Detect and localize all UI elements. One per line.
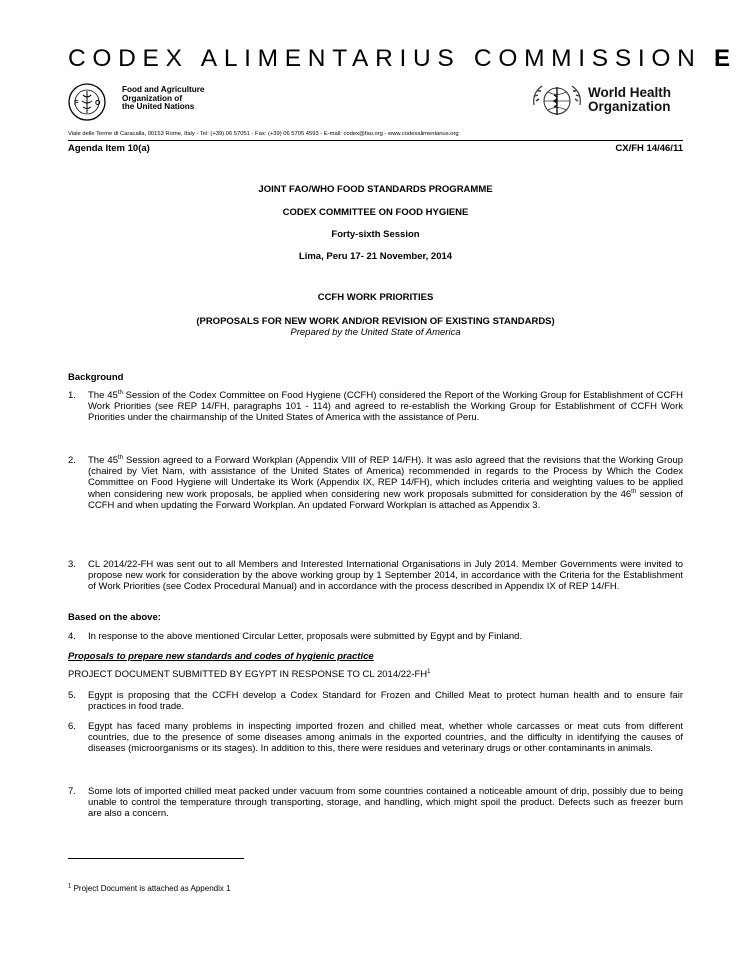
section-heading-based: Based on the above: bbox=[68, 612, 161, 623]
paragraph-text: In response to the above mentioned Circular Letter, proposals were submitted by Egypt and by Finland. bbox=[88, 631, 523, 642]
fao-logo-icon bbox=[68, 83, 106, 121]
fao-name-line: Organization of bbox=[122, 93, 183, 103]
paragraph-text: Some lots of imported chilled meat packed under vacuum from some countries contained a noticeable amount of drip, possibly due to being unable to control the temperature through transporting, storage, and handling, which might spoil the product. Defects such as freezer burn are also a concern. bbox=[88, 786, 683, 820]
document-title: CCFH WORK PRIORITIES bbox=[317, 292, 434, 303]
paragraph-text: The 45 bbox=[88, 455, 118, 466]
committee-title: CODEX COMMITTEE ON FOOD HYGIENE bbox=[282, 207, 469, 218]
footnote-text: Project Document is attached as Appendix 1 bbox=[71, 884, 231, 893]
who-name-line: Organization bbox=[588, 99, 671, 114]
paragraph-3 bbox=[68, 559, 683, 593]
footnote-ref: 1 bbox=[427, 668, 431, 675]
paragraph-text: session of CCFH and when updating the Forward Workplan. An updated Forward Workplan is attached as Appendix 3. bbox=[88, 488, 684, 511]
agenda-item: Agenda Item 10(a) bbox=[68, 143, 150, 154]
paragraph-text: The 45 bbox=[88, 390, 118, 401]
header-rule bbox=[68, 140, 683, 141]
paragraph-text: Session of the Codex Committee on Food Hygiene (CCFH) considered the Report of the Working Group for Establishment of CCFH Work Priorities (see REP 14/FH, paragraphs 101 - 114) and agreed to re-establish the Working Group for Establishment of CCFH Work Priorities under the chairmanship of the United States of America with the assistance of Peru. bbox=[88, 390, 683, 424]
project-document-text: PROJECT DOCUMENT SUBMITTED BY EGYPT IN RESPONSE TO CL 2014/22-FH bbox=[68, 669, 428, 680]
footnote-rule bbox=[68, 858, 244, 859]
superscript: th bbox=[117, 389, 123, 396]
superscript: th bbox=[117, 454, 123, 461]
paragraph-text: CL 2014/22-FH was sent out to all Members and Interested International Organisations in July 2014. Member Governments were invited to propose new work for consideration by the above working group by 1 September 2014, in accordance with the Criteria for the Establishment of Work Priorities (see Codex Procedural Manual) and in accordance with the process described in Appendix IX of REP 14/FH. bbox=[88, 559, 683, 593]
paragraph-5 bbox=[68, 690, 683, 712]
section-heading-background: Background bbox=[68, 372, 124, 383]
footnote bbox=[68, 884, 231, 893]
prepared-by: Prepared by the United State of America bbox=[290, 327, 461, 338]
svg-text:O: O bbox=[95, 100, 101, 107]
fao-name-line: the United Nations bbox=[122, 102, 195, 112]
who-name-line: World Health bbox=[588, 85, 672, 100]
paragraph-6 bbox=[68, 721, 683, 755]
document-symbol: CX/FH 14/46/11 bbox=[615, 143, 683, 154]
language-letter: E bbox=[714, 45, 731, 72]
programme-title: JOINT FAO/WHO FOOD STANDARDS PROGRAMME bbox=[258, 184, 493, 195]
contact-line: Viale delle Terme di Caracalla, 00153 Rome, Italy - Tel: (+39) 06 57051 - Fax: (+39) 06 5705 4593 - E-mail: codex@fao.org - www.codexalimentarius.org bbox=[68, 131, 459, 137]
paragraph-text: Session agreed to a Forward Workplan (Appendix VIII of REP 14/FH). It was aslo agreed that the revisions that the Working Group (chaired by Viet Nam, with assistance of the United States of America) recommended in regards to the Process by Which the Codex Committee on Food Hygiene will Undertake its Work (Appendix IX, REP 14/FH), which includes criteria and weighting values to be applied when considering new work proposals, be applied when considering new work proposals submitted for consideration by the 46 bbox=[88, 455, 684, 500]
paragraph-4 bbox=[68, 631, 683, 642]
svg-text:F: F bbox=[74, 100, 79, 107]
project-document-heading bbox=[68, 669, 683, 680]
who-logo-icon bbox=[530, 81, 584, 121]
paragraph-number: 2. bbox=[68, 455, 76, 466]
session-title: Forty-sixth Session bbox=[331, 229, 420, 240]
meeting-place: Lima, Peru 17- 21 November, 2014 bbox=[298, 251, 453, 262]
paragraph-number: 1. bbox=[68, 390, 76, 401]
fao-name bbox=[122, 86, 204, 112]
footnote-mark: 1 bbox=[68, 883, 72, 890]
paragraph-number: 7. bbox=[68, 786, 76, 797]
paragraph-1 bbox=[68, 390, 683, 424]
paragraph-text: Egypt is proposing that the CCFH develop a Codex Standard for Frozen and Chilled Meat to protect human health and to ensure fair practices in food trade. bbox=[88, 690, 683, 713]
paragraph-number: 5. bbox=[68, 690, 76, 701]
commission-title: CODEX ALIMENTARIUS COMMISSION bbox=[68, 45, 702, 72]
section-heading-proposals: Proposals to prepare new standards and codes of hygienic practice bbox=[68, 651, 374, 662]
paragraph-number: 3. bbox=[68, 559, 76, 570]
paragraph-number: 4. bbox=[68, 631, 76, 642]
paragraph-7 bbox=[68, 786, 683, 820]
superscript: th bbox=[631, 488, 637, 495]
fao-name-line: Food and Agriculture bbox=[122, 85, 205, 94]
paragraph-2 bbox=[68, 455, 683, 511]
paragraph-text: Egypt has faced many problems in inspecting imported frozen and chilled meat, whether whole carcasses or meat cuts from different countries, due to the presence of some diseases among animals in the exported countries, and the difficulty in identifying the causes of diseases (microorganisms or its stages). In addition to this, there were residues and veterinary drugs or other contaminants in animals. bbox=[88, 721, 683, 755]
document-subtitle: (PROPOSALS FOR NEW WORK AND/OR REVISION OF EXISTING STANDARDS) bbox=[196, 316, 555, 327]
paragraph-number: 6. bbox=[68, 721, 76, 732]
who-name bbox=[588, 86, 671, 114]
